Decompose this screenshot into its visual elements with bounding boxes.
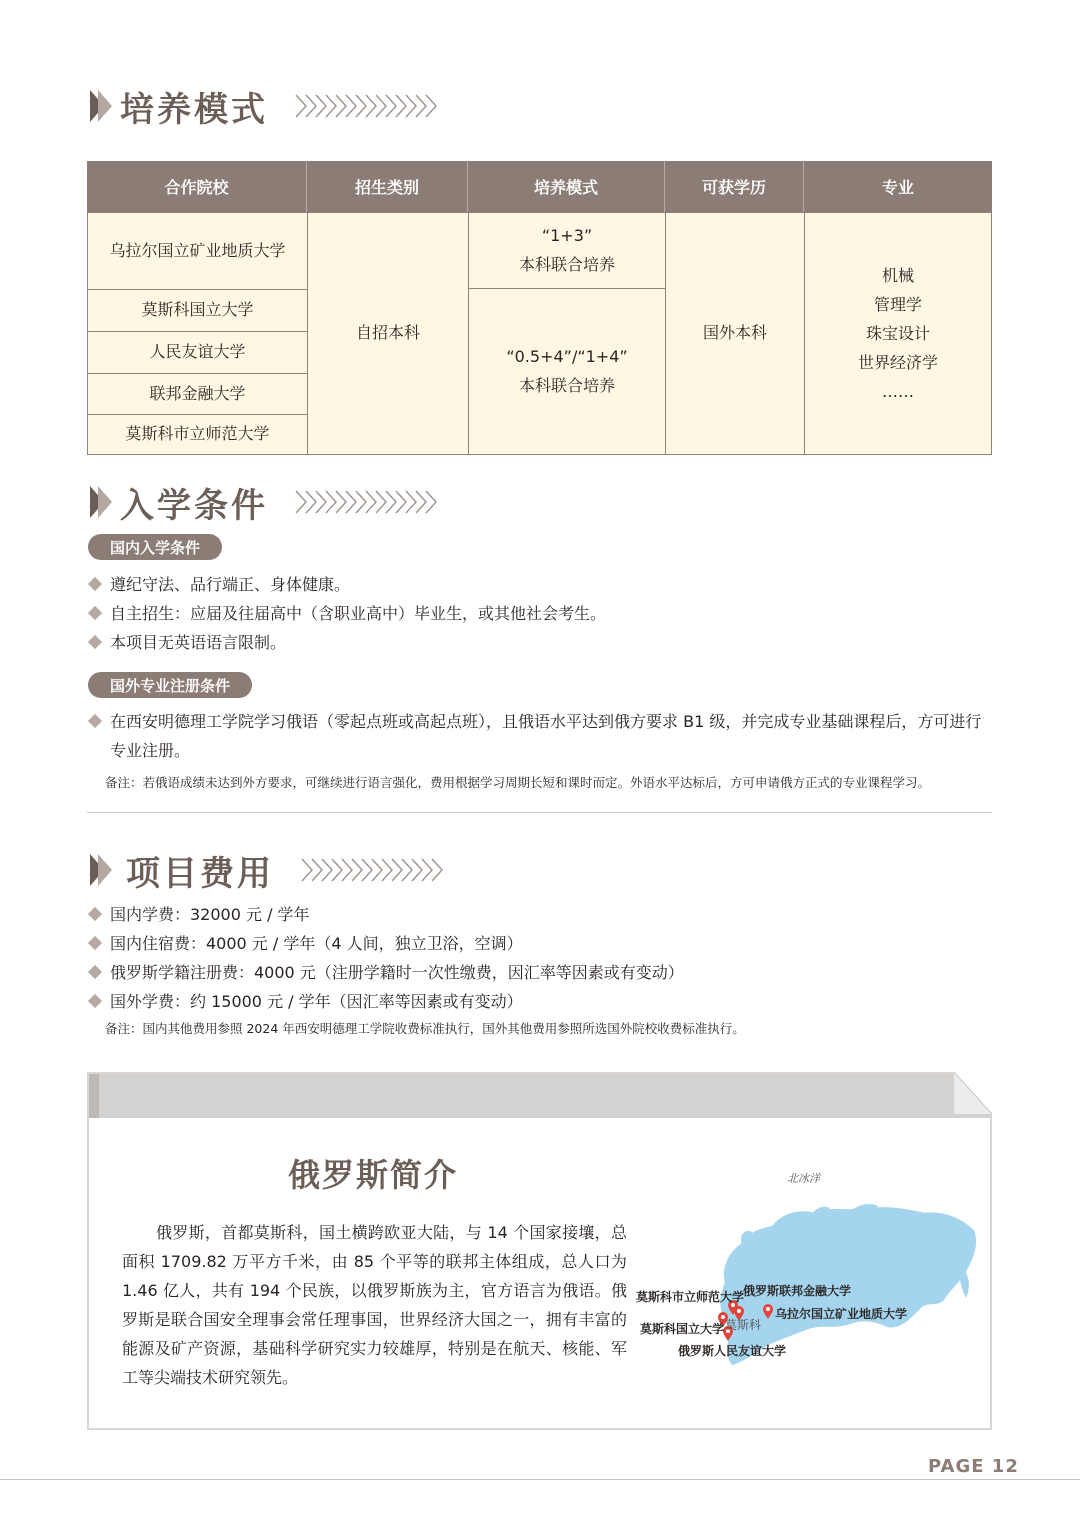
diamond-bullet-icon <box>88 714 102 728</box>
list-item: 本项目无英语语言限制。 <box>90 628 286 657</box>
folded-corner-icon <box>954 1072 992 1114</box>
diamond-bullet-icon <box>88 577 102 591</box>
header-degree: 可获学历 <box>665 161 804 212</box>
band-stub <box>89 1074 99 1118</box>
major-item: 机械 <box>881 266 914 285</box>
major-item: …… <box>882 382 914 401</box>
map-label-moscow: 莫斯科 <box>725 1318 762 1332</box>
section-heading-admission <box>88 474 444 530</box>
list-item: 国外学费：约 15000 元 / 学年（因汇率等因素或有变动） <box>90 987 523 1016</box>
diamond-bullet-icon <box>88 907 102 921</box>
russia-title: 俄罗斯简介 <box>288 1156 459 1194</box>
mode-cell <box>468 288 666 455</box>
section-title: 项目费用 <box>126 853 274 894</box>
chevron-decoration-icon <box>294 487 444 517</box>
section-title: 入学条件 <box>120 485 268 526</box>
section-title: 培养模式 <box>120 89 268 130</box>
footer-line <box>0 1479 1080 1480</box>
list-item: 国内住宿费：4000 元 / 学年（4 人间，独立卫浴，空调） <box>90 929 523 958</box>
mode-desc: 本科联合培养 <box>518 254 615 274</box>
section-heading-training <box>88 78 444 134</box>
program-table <box>87 161 992 455</box>
map-label-msu: 莫斯科国立大学 <box>640 1322 725 1336</box>
school-cell: 人民友谊大学 <box>87 331 308 374</box>
header-category: 招生类别 <box>307 161 468 212</box>
major-cell <box>804 212 992 455</box>
list-item: 国内学费：32000 元 / 学年 <box>90 900 310 929</box>
chevron-decoration-icon <box>294 91 444 121</box>
diamond-bullet-icon <box>88 606 102 620</box>
major-item: 管理学 <box>873 295 922 314</box>
russia-paragraph: 俄罗斯，首都莫斯科，国土横跨欧亚大陆，与 14 个国家接壤，总面积 1709.82 万平方千米，由 85 个平等的联邦主体组成，总人口为 1.46 亿人，共有 194 个民族，以俄罗斯族为主，官方语言为俄语。俄罗斯是联合国安全理事会常任理事国，世界经济大国之一，拥有丰富的能源及矿产资源，基础科学研究实力较雄厚，特别是在航天、核能、军工等尖端技术研究领先。 <box>122 1223 627 1387</box>
category-cell: 自招本科 <box>307 212 469 455</box>
map-label-friendship: 俄罗斯人民友谊大学 <box>678 1344 787 1358</box>
list-item: 俄罗斯学籍注册费：4000 元（注册学籍时一次性缴费，因汇率等因素或有变动） <box>90 958 684 987</box>
fees-note: 备注：国内其他费用参照 2024 年西安明德理工学院收费标准执行，国外其他费用参照所选国外院校收费标准执行。 <box>105 1021 745 1036</box>
mode-desc: 本科联合培养 <box>518 375 615 395</box>
list-item: 自主招生：应届及往届高中（含职业高中）毕业生，或其他社会考生。 <box>90 599 606 628</box>
map-label-moscow-teacher: 莫斯科市立师范大学 <box>636 1290 745 1304</box>
admission-note: 备注：若俄语成绩未达到外方要求，可继续进行语言强化，费用根据学习周期长短和课时而定。外语水平达标后，方可申请俄方正式的专业课程学习。 <box>105 775 931 790</box>
diamond-bullet-icon <box>88 635 102 649</box>
map-label-finance: 俄罗斯联邦金融大学 <box>743 1284 852 1298</box>
arrow-mark-icon <box>88 482 116 522</box>
mode-formula: “0.5+4”/“1+4” <box>506 346 628 366</box>
major-item: 世界经济学 <box>857 353 938 372</box>
school-cell: 莫斯科国立大学 <box>87 289 308 332</box>
list-item: 遵纪守法、品行端正、身体健康。 <box>90 570 350 599</box>
header-major: 专业 <box>804 161 992 212</box>
arrow-mark-icon <box>88 850 116 890</box>
tag-domestic-conditions: 国内入学条件 <box>88 534 222 560</box>
location-pin-icon <box>762 1304 774 1320</box>
school-cell: 莫斯科市立师范大学 <box>87 414 308 455</box>
chevron-decoration-icon <box>300 855 450 885</box>
ocean-label: 北冰洋 <box>787 1172 820 1185</box>
box-header-band <box>89 1074 990 1118</box>
divider <box>87 812 992 813</box>
section-heading-fees <box>88 842 450 898</box>
tag-foreign-registration: 国外专业注册条件 <box>88 672 252 698</box>
arrow-mark-icon <box>88 86 116 126</box>
school-cell: 乌拉尔国立矿业地质大学 <box>87 212 308 290</box>
diamond-bullet-icon <box>88 965 102 979</box>
mode-formula: “1+3” <box>541 225 593 245</box>
page-number: PAGE 12 <box>928 1456 1019 1477</box>
list-item: 在西安明德理工学院学习俄语（零起点班或高起点班），且俄语水平达到俄方要求 B1 级，并完成专业基础课程后，方可进行专业注册。 <box>90 707 990 765</box>
diamond-bullet-icon <box>88 994 102 1008</box>
school-cell: 联邦金融大学 <box>87 373 308 415</box>
diamond-bullet-icon <box>88 936 102 950</box>
major-item: 珠宝设计 <box>865 324 930 343</box>
header-mode: 培养模式 <box>468 161 665 212</box>
mode-cell <box>468 212 666 289</box>
map-label-ural: 乌拉尔国立矿业地质大学 <box>775 1307 908 1321</box>
header-school: 合作院校 <box>87 161 307 212</box>
degree-cell: 国外本科 <box>665 212 805 455</box>
